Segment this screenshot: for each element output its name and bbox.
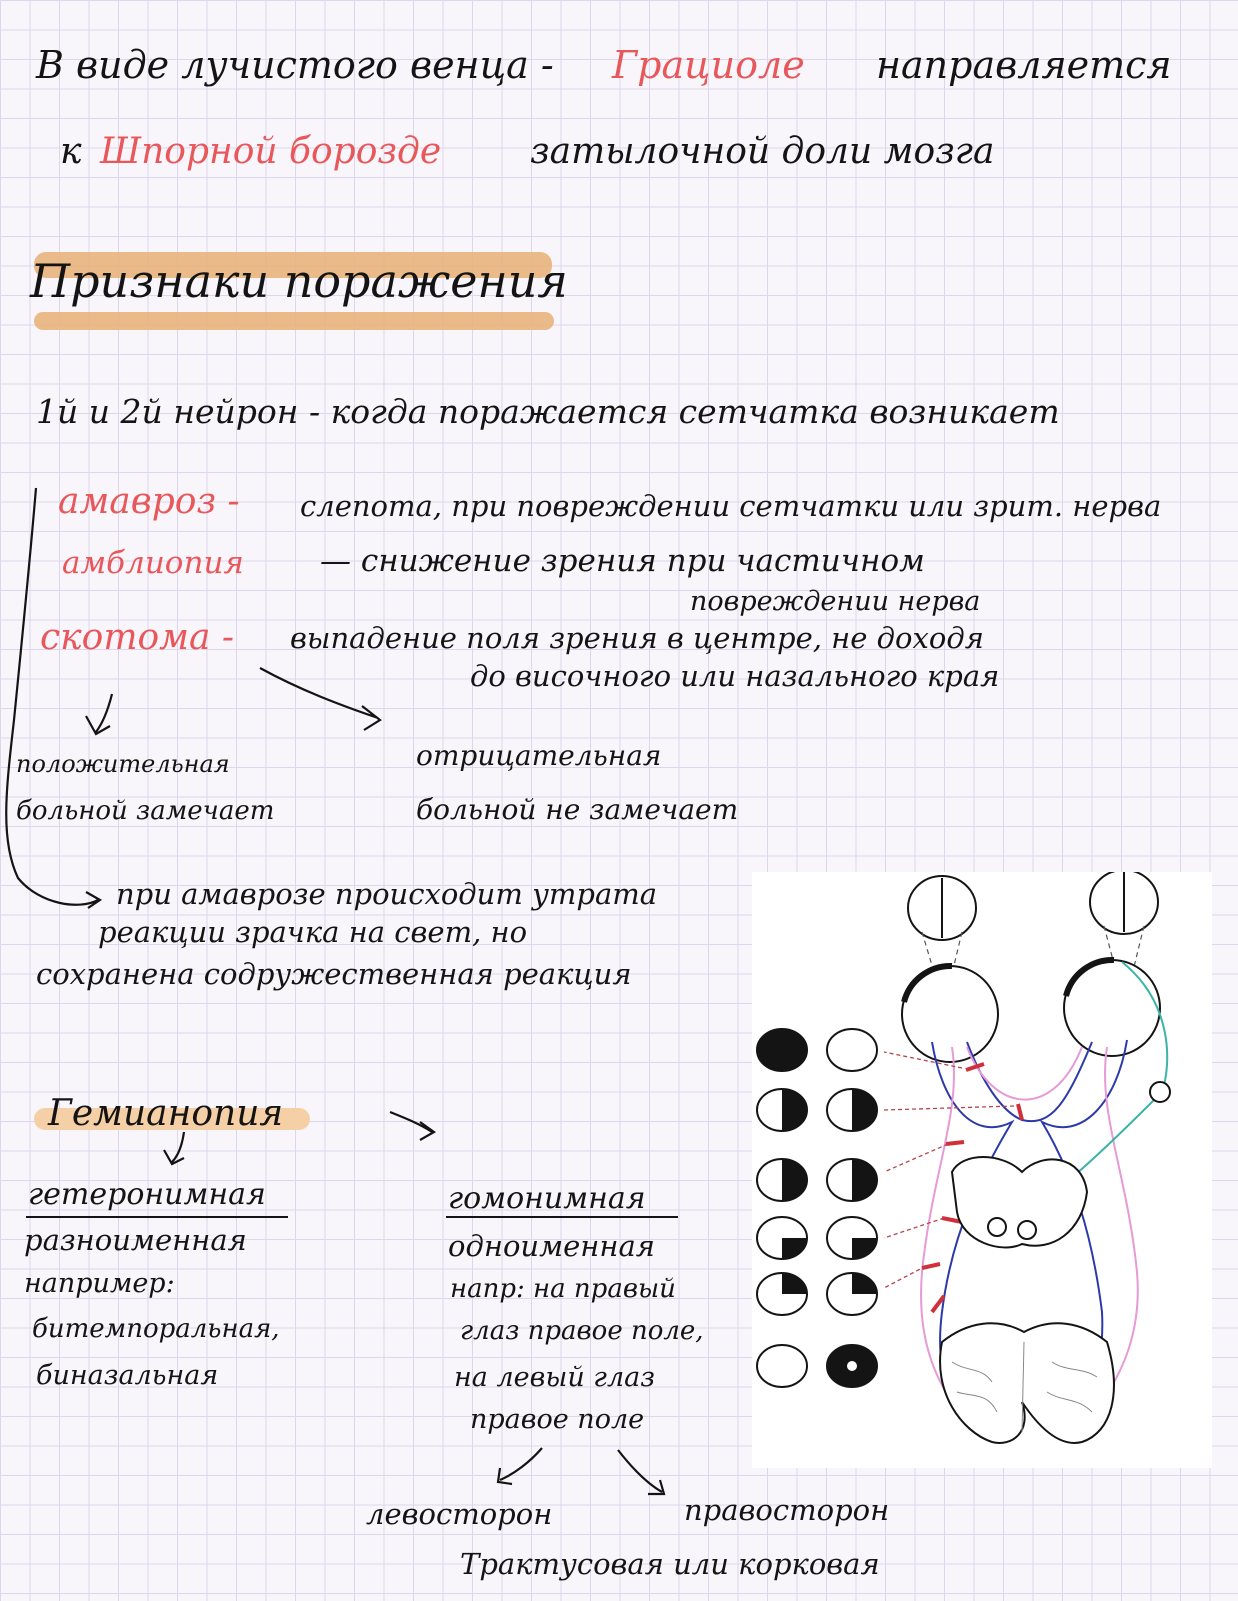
- homonymous-line-3: глаз правое поле,: [460, 1316, 704, 1346]
- homonymous-line-1: одноименная: [448, 1229, 655, 1263]
- heteronymous-line-3: битемпоральная,: [32, 1314, 280, 1344]
- visual-field-left-top: [908, 872, 1158, 940]
- scotoma-negative: отрицательная: [416, 739, 662, 772]
- heading-lesions: Признаки поражения: [30, 254, 568, 308]
- amblyopia-desc: — снижение зрения при частичном: [320, 543, 925, 579]
- heteronymous-line-4: биназальная: [36, 1360, 219, 1391]
- amaurosis-desc: слепота, при повреждении сетчатки или зрит. нерва: [300, 489, 1162, 523]
- scotoma-positive: положительная: [16, 750, 230, 778]
- amaurosis-note-1: при амаврозе происходит утрата: [116, 877, 658, 911]
- heteronymous-underline: [26, 1216, 288, 1218]
- homonymous-title: гомонимная: [448, 1181, 646, 1216]
- homonymous-line-5: правое поле: [470, 1404, 645, 1435]
- neurons-line: 1й и 2й нейрон - когда поражается сетчатка возникает: [36, 392, 1060, 431]
- left-side-label: левосторон: [366, 1497, 553, 1531]
- scotoma-desc: выпадение поля зрения в центре, не доходя: [290, 621, 984, 655]
- line-2-end: затылочной доли мозга: [530, 131, 995, 172]
- line-1-start: В виде лучистого венца -: [36, 43, 554, 87]
- homonymous-underline: [446, 1216, 678, 1218]
- line-2-term: Шпорной борозде: [100, 131, 442, 172]
- scotoma-positive-note: больной замечает: [16, 796, 275, 826]
- homonymous-line-2: напр: на правый: [450, 1274, 676, 1304]
- amaurosis-note-2: реакции зрачка на свет, но: [98, 915, 528, 949]
- scotoma-term: скотома -: [40, 617, 235, 658]
- amaurosis-note-3: сохранена содружественная реакция: [36, 957, 632, 991]
- line-1-term: Грациоле: [612, 43, 805, 87]
- scotoma-desc-2: до височного или назального края: [470, 659, 1000, 693]
- amaurosis-term: амавроз -: [58, 481, 240, 522]
- heading-hemianopia: Гемианопия: [48, 1093, 284, 1134]
- amblyopia-term: амблиопия: [62, 545, 244, 581]
- right-side-label: правосторон: [684, 1493, 890, 1527]
- heteronymous-line-2: например:: [24, 1268, 175, 1299]
- amblyopia-desc-2: повреждении нерва: [690, 586, 981, 617]
- line-2-start: к: [60, 131, 82, 172]
- heteronymous-line-1: разноименная: [24, 1223, 247, 1257]
- heteronymous-title: гетеронимная: [28, 1177, 266, 1212]
- visual-pathway-diagram: [752, 872, 1212, 1468]
- homonymous-line-4: на левый глаз: [454, 1362, 655, 1393]
- line-1-end: направляется: [876, 43, 1172, 87]
- tract-or-cortical-label: Трактусовая или корковая: [460, 1547, 880, 1581]
- scotoma-negative-note: больной не замечает: [416, 793, 739, 826]
